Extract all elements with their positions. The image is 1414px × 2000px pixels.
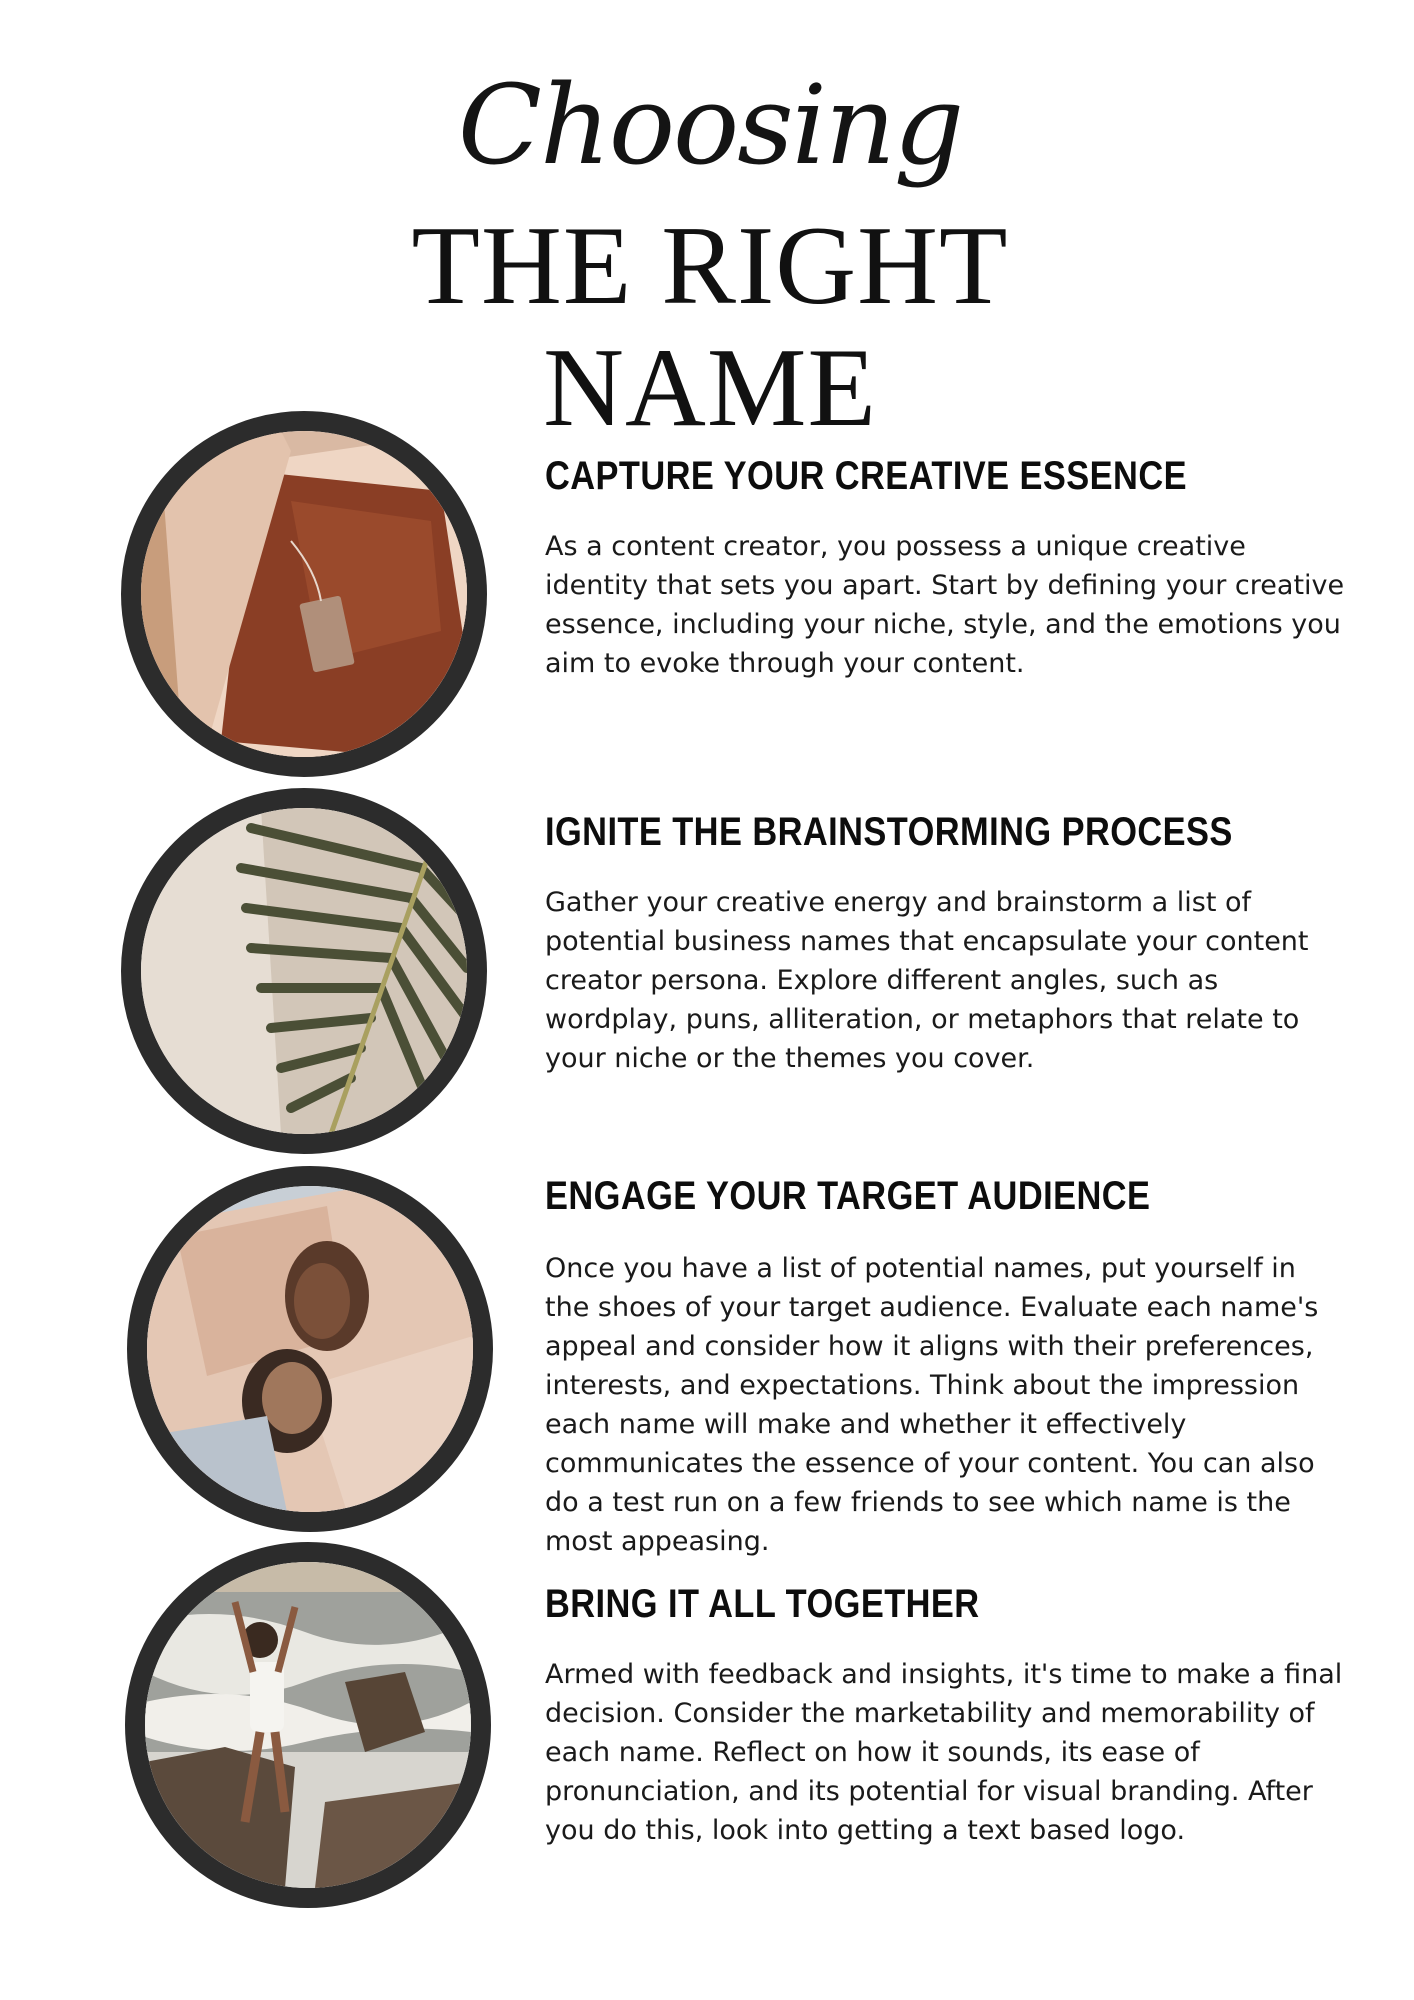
woman-on-beach-image: [125, 1542, 491, 1908]
section-heading: IGNITE THE BRAINSTORMING PROCESS: [545, 810, 1233, 854]
woman-on-beach-illustration: [145, 1562, 471, 1888]
folded-shirt-box-illustration: [141, 431, 467, 757]
section-body: Once you have a list of potential names, put yourself in the shoes of your target audience. Evaluate each name's appeal and consider how it aligns with their preferences, interests, and expectations. Think about the impression each name will make and whether it effectively communicates the essence of your content. You can also do a test run on a few friends to see which name is the most appeasing.: [545, 1253, 1319, 1557]
section-heading: BRING IT ALL TOGETHER: [545, 1582, 980, 1626]
page-title-line-1: THE RIGHT: [411, 204, 1009, 328]
section-heading: CAPTURE YOUR CREATIVE ESSENCE: [545, 454, 1187, 498]
page-title: [390, 205, 1030, 449]
script-title: Choosing: [457, 61, 963, 189]
section-body: As a content creator, you possess a unique creative identity that sets you apart. Start by defining your creative essence, including your niche, style, and the emotions you aim to evoke through your content.: [545, 531, 1345, 679]
palm-leaf-image: [121, 788, 487, 1154]
section-heading: ENGAGE YOUR TARGET AUDIENCE: [545, 1174, 1151, 1218]
two-women-illustration: [147, 1186, 473, 1512]
palm-leaf-illustration: [141, 808, 467, 1134]
folded-shirt-box-image: [121, 411, 487, 777]
page-title-line-2: NAME: [543, 326, 877, 450]
section-body: Armed with feedback and insights, it's time to make a final decision. Consider the marketability and memorability of each name. Reflect on how it sounds, its ease of pronunciation, and its potential for visual branding. After you do this, look into getting a text based logo.: [545, 1659, 1343, 1846]
section-body: Gather your creative energy and brainstorm a list of potential business names that encapsulate your content creator persona. Explore different angles, such as wordplay, puns, alliteration, or metaphors that relate to your niche or the themes you cover.: [545, 887, 1309, 1074]
two-women-image: [127, 1166, 493, 1532]
